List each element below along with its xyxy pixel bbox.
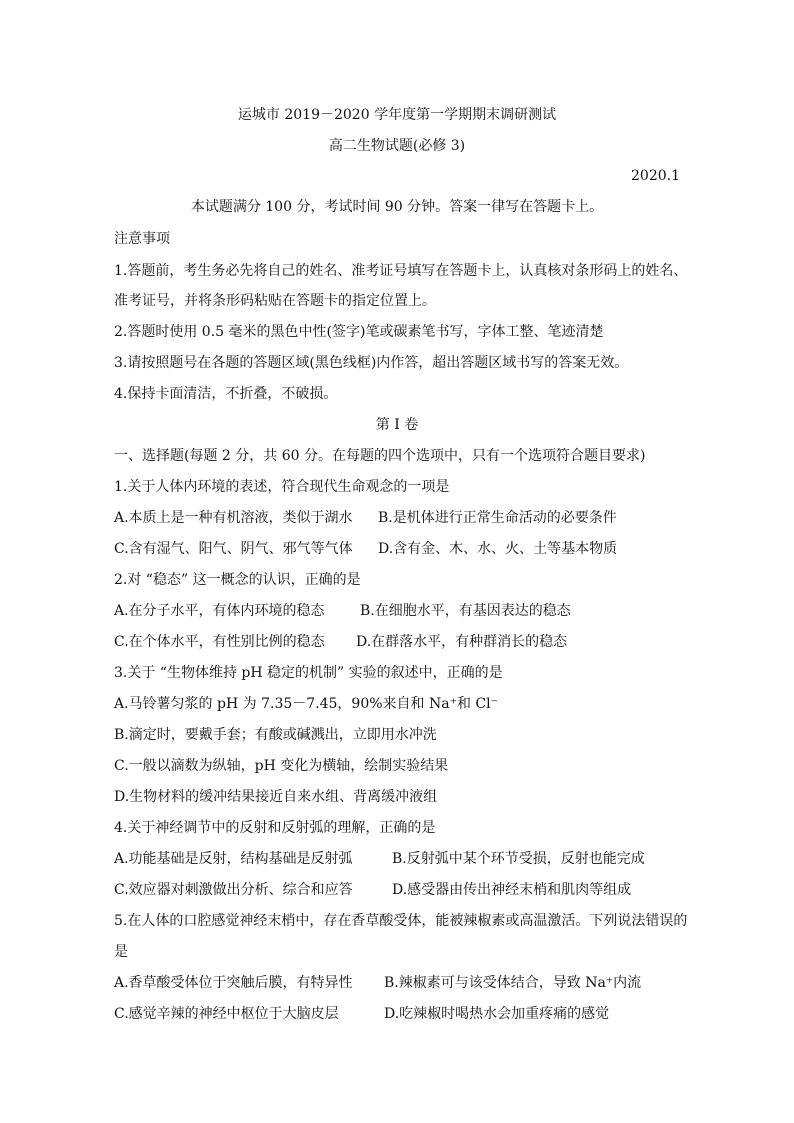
q5-option-d: D.吃辣椒时喝热水会加重疼痛的感觉 xyxy=(384,1006,610,1022)
q3-option-c: C.一般以滴数为纵轴，pH 变化为横轴，绘制实验结果 xyxy=(114,758,449,774)
q2-stem: 2.对 “稳态” 这一概念的认识，正确的是 xyxy=(114,572,361,588)
q1-option-a: A.本质上是一种有机溶液，类似于湖水 xyxy=(114,510,353,526)
note-1-line-2: 准考证号，并将条形码粘贴在答题卡的指定位置上。 xyxy=(114,293,436,309)
volume-heading: 第 I 卷 xyxy=(375,417,419,433)
q1-option-c: C.含有湿气、阳气、阴气、邪气等气体 xyxy=(114,541,353,557)
q5-option-b: B.辣椒素可与该受体结合，导致 Na⁺内流 xyxy=(384,975,642,991)
q1-option-b: B.是机体进行正常生命活动的必要条件 xyxy=(378,510,617,526)
note-1-line-1: 1.答题前，考生务必先将自己的姓名、准考证号填写在答题卡上，认真核对条形码上的姓名、 xyxy=(114,263,688,279)
q2-option-b: B.在细胞水平，有基因表达的稳态 xyxy=(360,603,571,619)
notes-heading: 注意事项 xyxy=(114,231,170,247)
q4-option-c: C.效应器对刺激做出分析、综合和应答 xyxy=(114,882,353,898)
q3-stem: 3.关于 “生物体维持 pH 稳定的机制” 实验的叙述中，正确的是 xyxy=(114,665,503,681)
exam-intro: 本试题满分 100 分，考试时间 90 分钟。答案一律写在答题卡上。 xyxy=(190,199,604,215)
q3-option-a: A.马铃薯匀浆的 pH 为 7.35－7.45，90%来自和 Na⁺和 Cl⁻ xyxy=(114,696,499,712)
exam-date: 2020.1 xyxy=(631,168,680,184)
q3-option-d: D.生物材料的缓冲结果接近自来水组、背离缓冲液组 xyxy=(114,789,438,805)
q2-option-a: A.在分子水平，有体内环境的稳态 xyxy=(114,603,325,619)
exam-subtitle: 高二生物试题(必修 3) xyxy=(328,138,466,154)
q2-option-c: C.在个体水平，有性别比例的稳态 xyxy=(114,634,325,650)
note-4: 4.保持卡面清洁，不折叠，不破损。 xyxy=(114,386,338,402)
note-2: 2.答题时使用 0.5 毫米的黑色中性(签字)笔或碳素笔书写，字体工整、笔迹清楚 xyxy=(114,324,604,340)
q4-option-d: D.感受器由传出神经末梢和肌肉等组成 xyxy=(392,882,632,898)
q5-option-a: A.香草酸受体位于突触后膜，有特异性 xyxy=(114,975,353,991)
q4-option-b: B.反射弧中某个环节受损，反射也能完成 xyxy=(392,851,645,867)
q5-stem-line-2: 是 xyxy=(114,944,128,960)
q1-option-d: D.含有金、木、水、火、土等基本物质 xyxy=(378,541,618,557)
section-heading: 一、选择题(每题 2 分，共 60 分。在每题的四个选项中，只有一个选项符合题目要求) xyxy=(114,448,646,464)
q2-option-d: D.在群落水平，有种群消长的稳态 xyxy=(356,634,568,650)
q4-stem: 4.关于神经调节中的反射和反射弧的理解，正确的是 xyxy=(114,820,436,836)
note-3: 3.请按照题号在各题的答题区域(黑色线框)内作答，超出答题区域书写的答案无效。 xyxy=(114,355,629,371)
q3-option-b: B.滴定时，要戴手套；有酸或碱溅出，立即用水冲洗 xyxy=(114,727,437,743)
q4-option-a: A.功能基础是反射，结构基础是反射弧 xyxy=(114,851,353,867)
q5-option-c: C.感觉辛辣的神经中枢位于大脑皮层 xyxy=(114,1006,339,1022)
q1-stem: 1.关于人体内环境的表述，符合现代生命观念的一项是 xyxy=(114,479,450,495)
exam-title: 运城市 2019－2020 学年度第一学期期末调研测试 xyxy=(237,107,557,123)
q5-stem-line-1: 5.在人体的口腔感觉神经末梢中，存在香草酸受体，能被辣椒素或高温激活。下列说法错误的 xyxy=(114,913,688,929)
